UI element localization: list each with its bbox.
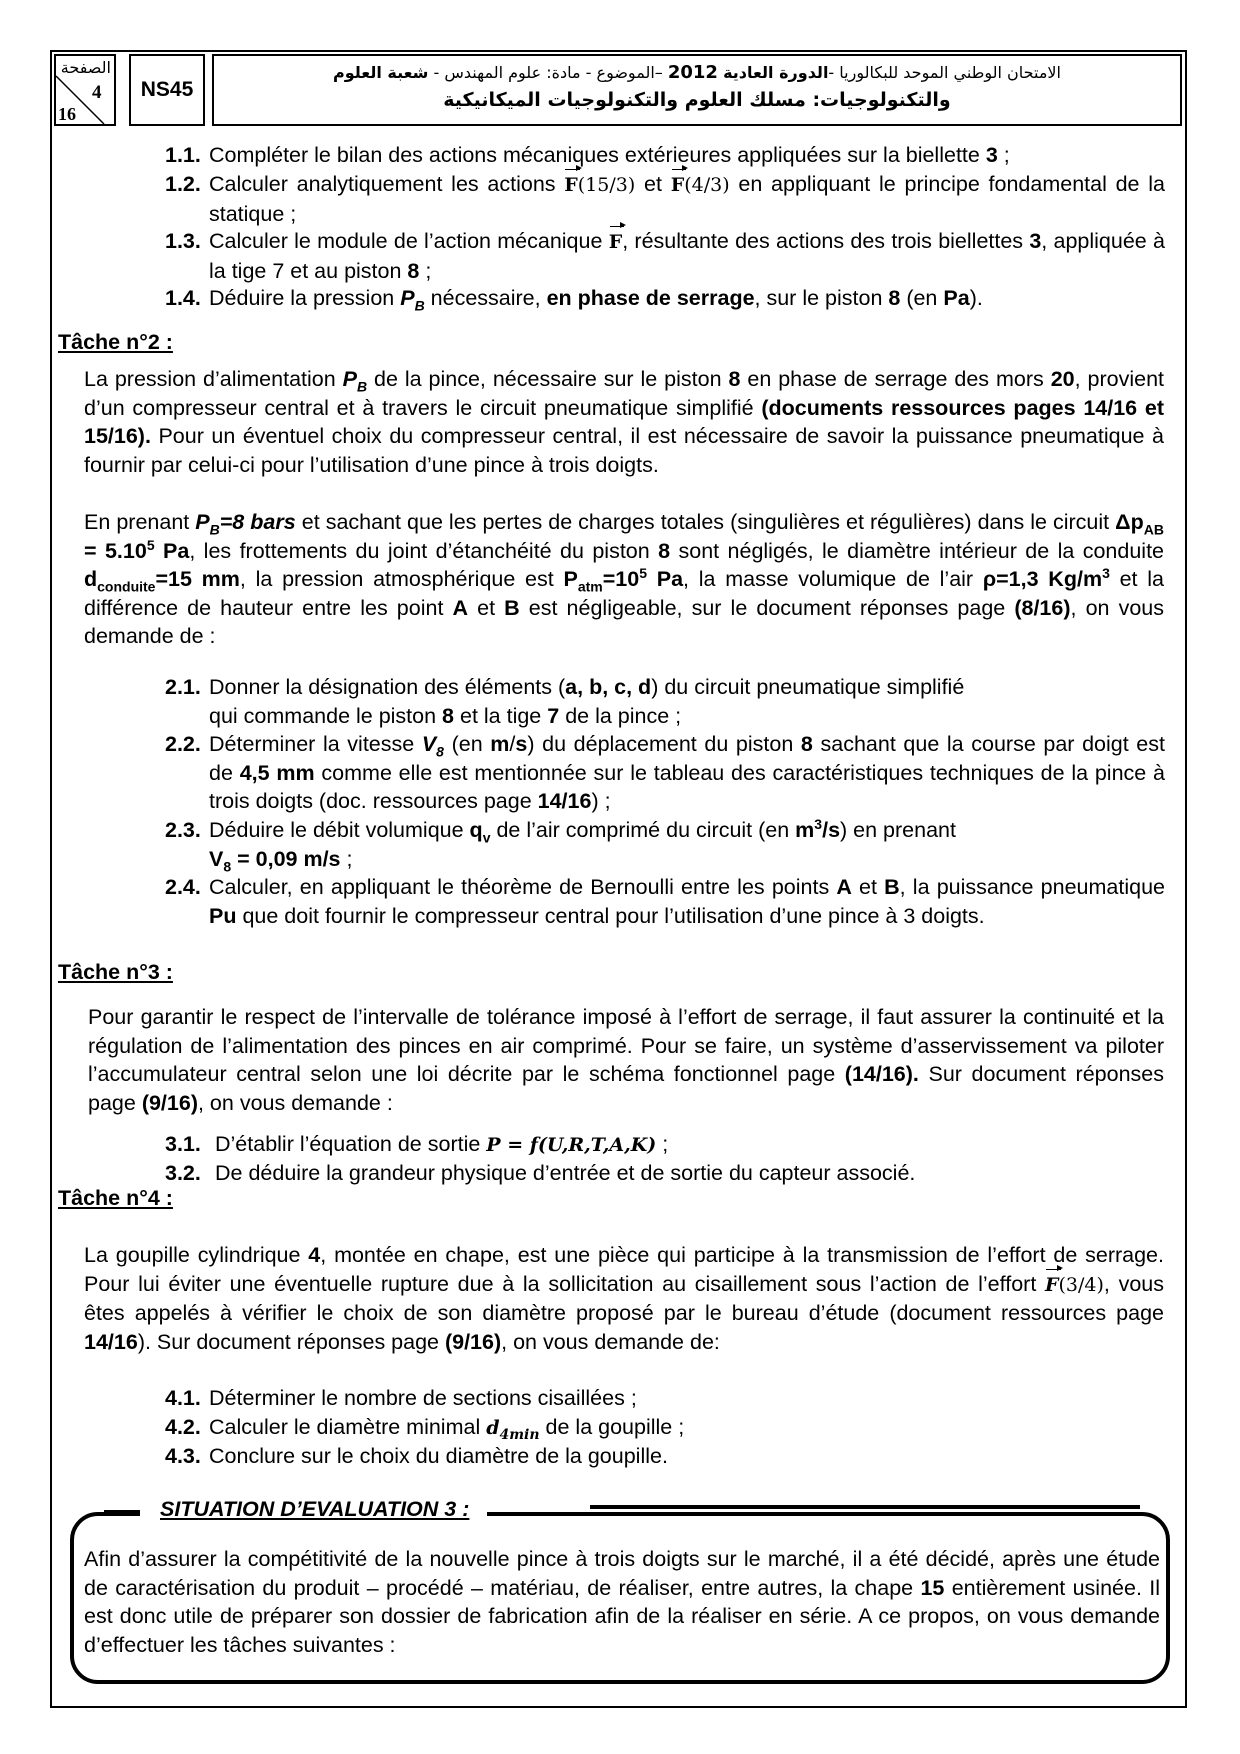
task-3-paragraph: Pour garantir le respect de l’intervalle de tolérance imposé à l’effort de serrage, il faut assurer la continuité et la régulation de l’alimentation des pinces en air comprimé. Pour se faire, un système d’asservissement va piloter l’accumulateur central selon une loi décrite par le schéma fonctionnel page (14/16). Sur document réponses page (9/16), on vous demande : xyxy=(88,1005,1164,1115)
question-1-2: 1.2. Calculer analytiquement les actions F(15/3) et F(4/3) en appliquant le principe fondamental de la statique ; xyxy=(165,172,1165,226)
task-4-paragraph: La goupille cylindrique 4, montée en chape, est une pièce qui participe à la transmission de l’effort de serrage. Pour lui éviter une éventuelle rupture due à la sollicitation au cisaillement sous l’action de l’effort F(3/4), vous êtes appelés à vérifier le choix de son diamètre proposé par le bureau d’étude (document ressources page 14/16). Sur document réponses page (9/16), on vous demande de: xyxy=(84,1243,1164,1354)
task-2-paragraph-2: En prenant $P_B=8$ bars et sachant que les pertes de charges totales (singulières et régulières) dans le circuit $\Delta p_{AB} = 5.10^5$ Pa, les frottements du joint d’étanchéité du piston 8 sont négligés, le diamètre intérieur de la conduite $d_{conduite}=15$ mm, la pression atmosphérique est $P_{atm}=10^5$ Pa, la masse volumique de l’air ρ=1,3 $Kg/m^3$ et la différence de hauteur entre les point A et B est négligeable, sur le document réponses page (8/16), on vous demande de : xyxy=(84,510,1164,648)
question-2-2: 2.2. Déterminer la vitesse $V_8$ (en m/s) du déplacement du piston 8 sachant que la course par doigt est de 4,5 mm comme elle est mentionnée sur le tableau des caractéristiques techniques de la pince à trois doigts (doc. ressources page 14/16) ; xyxy=(165,732,1165,813)
question-1-3: 1.3. Calculer le module de l’action mécanique F, résultante des actions des trois biellettes 3, appliquée à la tige 7 et au piston 8 ; xyxy=(165,229,1165,283)
exam-title-line1: الامتحان الوطني الموحد للبكالوريا -الدورة العادية 2012 –الموضوع - مادة: علوم المهندس - شعبة العلوم xyxy=(333,62,1061,83)
question-2-4: 2.4. Calculer, en appliquant le théorème de Bernoulli entre les points A et B, la puissance pneumatique Pu que doit fournir le compresseur central pour l’utilisation d’une pince à 3 doigts. xyxy=(165,875,1165,928)
situation-title: SITUATION D’EVALUATION 3 : xyxy=(140,1497,487,1522)
task-4-title: Tâche n°4 : xyxy=(58,1186,173,1210)
question-2-3: 2.3. Déduire le débit volumique $q_v$ de l’air comprimé du circuit (en $m^3/s$) en prenant $V_8 = 0,09$ m/s ; xyxy=(165,815,956,874)
situation-rule-left xyxy=(104,1510,144,1514)
task-3-title: Tâche n°3 : xyxy=(58,960,173,984)
exam-code: NS45 xyxy=(129,54,205,126)
question-4-2: 4.2. Calculer le diamètre minimal $d_{4min}$ de la goupille ; xyxy=(165,1415,685,1443)
question-4-3: 4.3. Conclure sur le choix du diamètre de la goupille. xyxy=(165,1444,668,1468)
situation-paragraph: Afin d’assurer la compétitivité de la nouvelle pince à trois doigts sur le marché, il a été décidé, après une étude de caractérisation du produit – procédé – matériau, de réaliser, entre autres, la chape 15 entièrement usinée. Il est donc utile de préparer son dossier de fabrication afin de la réaliser en série. A ce propos, on vous demande d’effectuer les tâches suivantes : xyxy=(84,1547,1160,1657)
question-3-2: 3.2. De déduire la grandeur physique d’entrée et de sortie du capteur associé. xyxy=(165,1161,916,1185)
question-4-1: 4.1. Déterminer le nombre de sections cisaillées ; xyxy=(165,1386,637,1410)
task-2-paragraph-1: La pression d’alimentation $P_B$ de la pince, nécessaire sur le piston 8 en phase de serrage des mors 20, provient d’un compresseur central et à travers le circuit pneumatique simplifié (documents ressources pages 14/16 et 15/16). Pour un éventuel choix du compresseur central, il est nécessaire de savoir la puissance pneumatique à fournir par celui-ci pour l’utilisation d’une pince à trois doigts. xyxy=(84,367,1164,477)
exam-title xyxy=(212,54,1182,126)
situation-rule-right xyxy=(590,1505,1140,1509)
question-1-1: 1.1. Compléter le bilan des actions mécaniques extérieures appliquées sur la biellette 3 ; xyxy=(165,143,1010,167)
page-total: 16 xyxy=(58,104,76,124)
page-number-box xyxy=(54,54,116,126)
page-number: 4 xyxy=(92,82,102,103)
page-label: الصفحة xyxy=(60,58,111,77)
exam-title-line2: والتكنولوجيات: مسلك العلوم والتكنولوجيات الميكانيكية xyxy=(443,89,951,111)
question-1-4: 1.4. Déduire la pression $P_B$ nécessaire, en phase de serrage, sur le piston 8 (en Pa). xyxy=(165,286,983,314)
question-2-1: 2.1. Donner la désignation des éléments (a, b, c, d) du circuit pneumatique simplifié qui commande le piston 8 et la tige 7 de la pince ; xyxy=(165,675,965,728)
task-2-title: Tâche n°2 : xyxy=(58,330,173,354)
question-3-1: 3.1. D’établir l’équation de sortie P = f(U,R,T,A,K) ; xyxy=(165,1132,669,1156)
